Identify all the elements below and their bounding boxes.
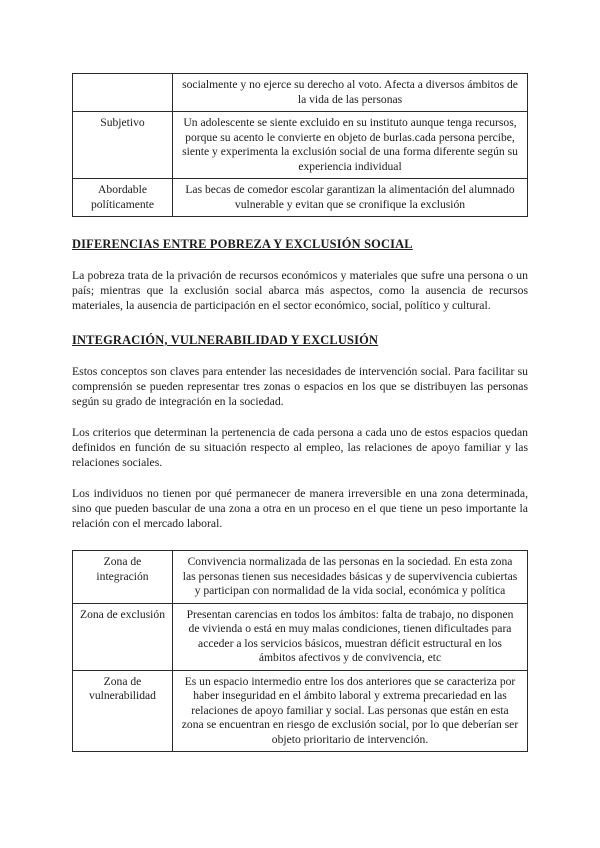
paragraph-criterios-pertenencia: Los criterios que determinan la pertenencia de cada persona a cada uno de estos espacios quedan definidos en función de su situación respecto al empleo, las relaciones de apoyo familiar y las relaciones sociales. [72, 426, 528, 469]
row-label: Zona de vulnerabilidad [73, 670, 173, 752]
row-label: Subjetivo [73, 112, 173, 179]
paragraph-conceptos-claves: Estos conceptos son claves para entender las necesidades de intervención social. Para facilitar su comprensión se pueden representar tres zonas o espacios en los que se distribuyen las personas según su grado de integración en la sociedad. [72, 365, 528, 408]
table-row [73, 179, 528, 217]
row-content: Un adolescente se siente excluido en su instituto aunque tenga recursos, porque su acento le convierte en objeto de burlas.cada persona percibe, siente y experimenta la exclusión social de una forma diferente según su experiencia individual [173, 112, 528, 179]
table-row [73, 551, 528, 604]
exclusion-characteristics-table [72, 73, 528, 217]
row-label: Zona de integración [73, 551, 173, 604]
row-content: Presentan carencias en todos los ámbitos: falta de trabajo, no disponen de vivienda o está en muy malas condiciones, tienen dificultades para acceder a los servicios básicos, muestran déficit estructural en los ámbitos afectivos y de convivencia, etc [173, 603, 528, 670]
table-row [73, 74, 528, 112]
zonas-integracion-table [72, 550, 528, 752]
row-content: Las becas de comedor escolar garantizan la alimentación del alumnado vulnerable y evitan que se cronifique la exclusión [173, 179, 528, 217]
section-heading-integracion-vulnerabilidad-exclusion: INTEGRACIÓN, VULNERABILIDAD Y EXCLUSIÓN [72, 333, 379, 347]
paragraph-individuos-bascular: Los individuos no tienen por qué permanecer de manera irreversible en una zona determinada, sino que pueden bascular de una zona a otra en un proceso en el que tiene un peso importante la relación con el mercado laboral. [72, 487, 528, 530]
row-label [73, 74, 173, 112]
row-label: Zona de exclusión [73, 603, 173, 670]
table-row [73, 112, 528, 179]
paragraph-pobreza-vs-exclusion: La pobreza trata de la privación de recursos económicos y materiales que sufre una persona o un país; mientras que la exclusión social abarca más aspectos, como la ausencia de recursos materiales, la ausencia de participación en el sector económico, social, político y cultural. [72, 269, 528, 312]
row-content: Convivencia normalizada de las personas en la sociedad. En esta zona las personas tienen sus necesidades básicas y de supervivencia cubiertas y participan con normalidad de la vida social, económica y política [173, 551, 528, 604]
row-content: socialmente y no ejerce su derecho al voto. Afecta a diversos ámbitos de la vida de las personas [173, 74, 528, 112]
table-row [73, 603, 528, 670]
section-heading-diferencias-pobreza-exclusion: DIFERENCIAS ENTRE POBREZA Y EXCLUSIÓN SOCIAL [72, 237, 413, 251]
row-content: Es un espacio intermedio entre los dos anteriores que se caracteriza por haber inseguridad en el ámbito laboral y extrema precariedad en las relaciones de apoyo familiar y social. Las personas que están en esta zona se encuentran en riesgo de exclusión social, por lo que deberían ser objeto prioritario de intervención. [173, 670, 528, 752]
table-row [73, 670, 528, 752]
row-label: Abordable políticamente [73, 179, 173, 217]
